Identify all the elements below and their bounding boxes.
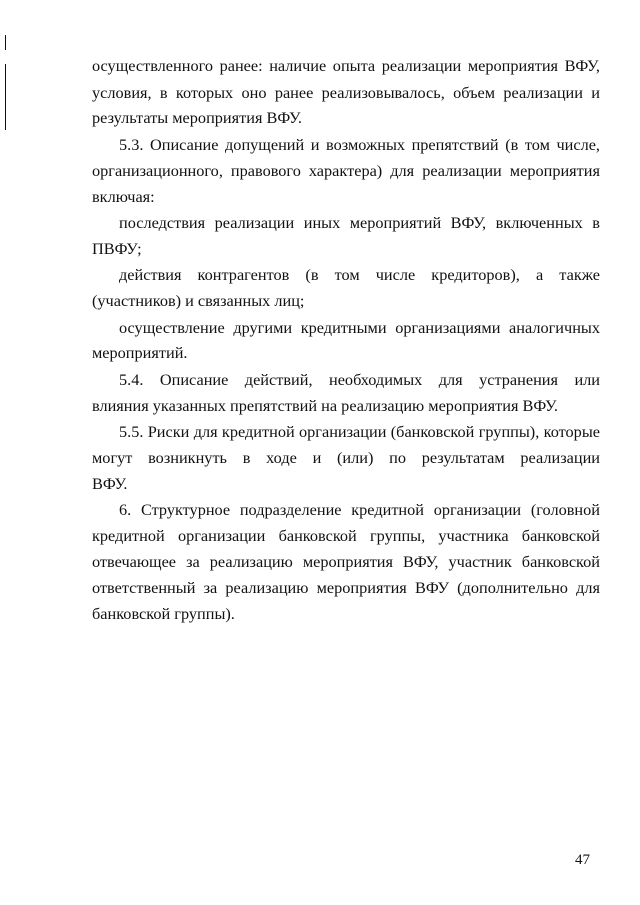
text-line: влияния указанных препятствий на реализацию мероприятия ВФУ. xyxy=(92,396,558,415)
text-line: результаты мероприятия ВФУ. xyxy=(92,108,302,127)
text-line: мероприятий. xyxy=(92,343,188,362)
text-line: 6. Структурное подразделение кредитной организации (головной xyxy=(119,500,600,519)
text-line: ВФУ. xyxy=(92,474,128,493)
text-line: (участников) и связанных лиц; xyxy=(92,291,305,310)
text-line: банковской группы). xyxy=(92,604,235,623)
text-line: осуществленного ранее: наличие опыта реализации мероприятия ВФУ, xyxy=(92,56,600,75)
text-line: организационного, правового характера) для реализации мероприятия xyxy=(92,161,600,180)
text-line: отвечающее за реализацию мероприятия ВФУ, участник банковской xyxy=(92,552,600,571)
text-line: условия, в которых оно ранее реализовывалось, объем реализации и xyxy=(92,83,600,102)
text-line: 5.4. Описание действий, необходимых для устранения или xyxy=(119,370,600,389)
text-line: ПВФУ; xyxy=(92,239,142,258)
text-line: ответственный за реализацию мероприятия ВФУ (дополнительно для xyxy=(92,578,600,597)
page-number: 47 xyxy=(575,852,590,868)
text-line: последствия реализации иных мероприятий ВФУ, включенных в xyxy=(119,213,600,232)
text-line: осуществление другими кредитными организациями аналогичных xyxy=(119,318,600,337)
text-line: 5.5. Риски для кредитной организации (банковской группы), которые xyxy=(119,422,600,441)
text-line: 5.3. Описание допущений и возможных препятствий (в том числе, xyxy=(119,135,600,154)
margin-revision-mark xyxy=(5,64,6,130)
text-line: действия контрагентов (в том числе кредиторов), а также xyxy=(119,265,600,284)
text-line: кредитной организации банковской группы, участника банковской xyxy=(92,526,600,545)
text-line: включая: xyxy=(92,187,155,206)
text-line: могут возникнуть в ходе и (или) по результатам реализации xyxy=(92,448,600,467)
margin-revision-mark xyxy=(5,35,6,50)
